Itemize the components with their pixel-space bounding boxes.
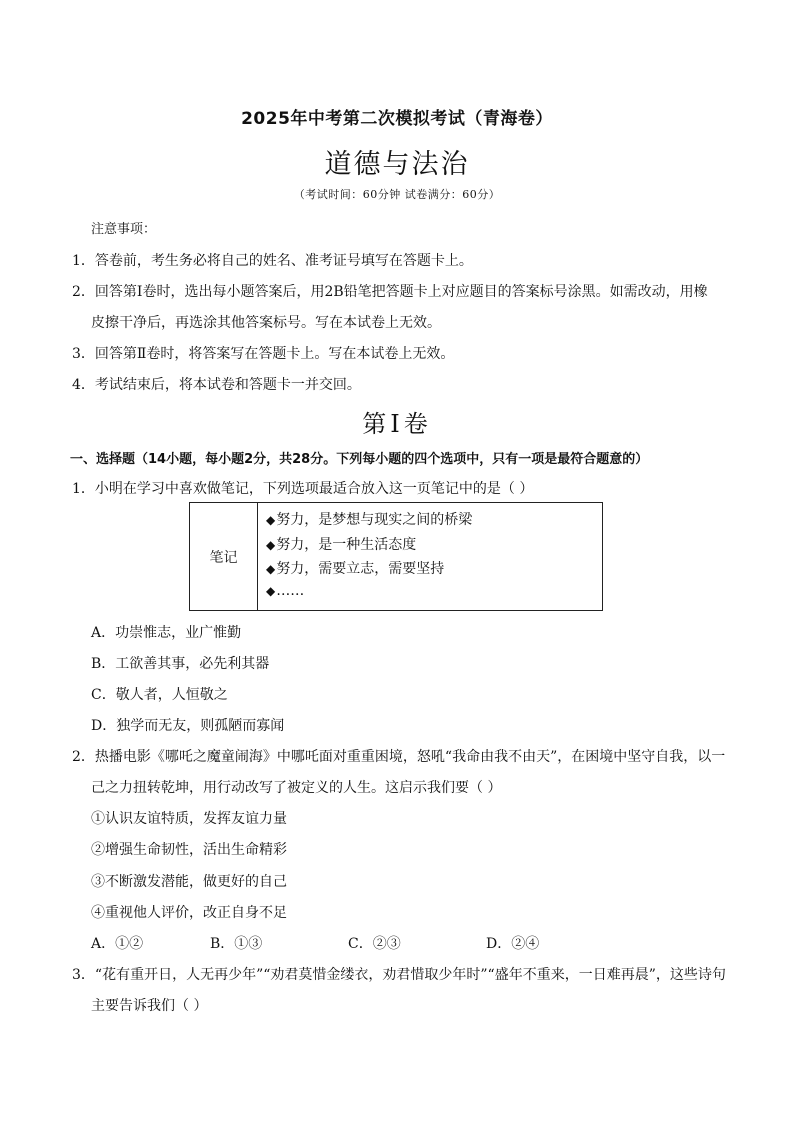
notice-item-2-continued: 皮擦干净后，再选涂其他答案标号。写在本试卷上无效。: [91, 315, 441, 331]
notes-table-content: [266, 509, 472, 607]
question-2-stem-continued: 己之力扭转乾坤，用行动改写了被定义的人生。这启示我们要（ ）: [91, 780, 502, 796]
question-text: “花有重开日，人无再少年”“劝君莫惜金缕衣，劝君惜取少年时”“盛年不重来，一日难再晨”，这些诗句: [94, 967, 726, 983]
notice-item-2: [72, 281, 708, 301]
notes-item: ◆努力，需要立志，需要坚持: [266, 561, 445, 577]
notice-item-1: [72, 250, 473, 270]
notes-item: ◆努力，是梦想与现实之间的桥梁: [266, 512, 473, 528]
notes-item: ◆……: [266, 582, 305, 599]
notice-label: 注意事项：: [91, 222, 157, 237]
question-1-option-d: D．独学而无友，则孤陋而寡闻: [91, 718, 285, 734]
question-number: 3．: [72, 967, 95, 983]
question-number: 2．: [72, 749, 95, 765]
part-title: 第Ⅰ卷: [362, 410, 432, 438]
question-text: 小明在学习中喜欢做笔记，下列选项最适合放入这一页笔记中的是（ ）: [94, 481, 534, 497]
question-1-option-c: C．敬人者，人恒敬之: [91, 687, 228, 703]
question-2-option-b: B．①③: [210, 936, 263, 952]
question-1-stem: [72, 478, 533, 498]
notes-table-label: 笔记: [190, 503, 258, 610]
notice-item-text: 答卷前，考生务必将自己的姓名、准考证号填写在答题卡上。: [94, 253, 473, 269]
question-2-option-d: D．②④: [486, 936, 540, 952]
diamond-bullet-icon: ◆: [266, 583, 276, 598]
notice-item-text: 回答第Ⅰ卷时，选出每小题答案后，用2B铅笔把答题卡上对应题目的答案标号涂黑。如需改动，用橡: [94, 284, 708, 300]
exam-title: 2025年中考第二次模拟考试（青海卷）: [241, 109, 553, 129]
question-2-option-a: A．①②: [91, 936, 144, 952]
question-2-stem: [72, 746, 725, 766]
notice-item-number: 3．: [72, 346, 95, 362]
diamond-bullet-icon: ◆: [266, 513, 276, 527]
notice-item-number: 1．: [72, 253, 95, 269]
question-number: 1．: [72, 481, 95, 497]
question-1-option-b: B．工欲善其事，必先利其器: [91, 656, 270, 672]
question-1-option-a: A．功崇惟志，业广惟勤: [91, 625, 242, 641]
notes-item: ◆努力，是一种生活态度: [266, 536, 417, 553]
question-2-option-c: C．②③: [348, 936, 401, 952]
notice-item-4: [72, 374, 361, 394]
notice-item-3: [72, 343, 454, 363]
question-3-stem: [72, 964, 726, 984]
notice-item-number: 2．: [72, 284, 95, 300]
question-2-statement-2: ②增强生命韧性，活出生命精彩: [91, 842, 287, 858]
question-3-stem-continued: 主要告诉我们（ ）: [91, 998, 208, 1014]
diamond-bullet-icon: ◆: [266, 537, 276, 552]
notice-item-text: 回答第Ⅱ卷时，将答案写在答题卡上。写在本试卷上无效。: [94, 346, 455, 362]
subject-title: 道德与法治: [324, 149, 470, 180]
section-heading: 一、选择题（14小题，每小题2分，共28分。下列每小题的四个选项中，只有一项是最符合题意的）: [70, 452, 649, 467]
question-2-statement-4: ④重视他人评价，改正自身不足: [91, 905, 287, 921]
diamond-bullet-icon: ◆: [266, 562, 276, 576]
exam-info: （考试时间：60分钟 试卷满分：60分）: [293, 188, 501, 201]
question-2-statement-1: ①认识友谊特质，发挥友谊力量: [91, 811, 287, 827]
question-2-statement-3: ③不断激发潜能，做更好的自己: [91, 874, 287, 890]
notice-item-text: 考试结束后，将本试卷和答题卡一并交回。: [94, 377, 361, 393]
notice-item-number: 4．: [72, 377, 95, 393]
notes-table: [189, 502, 603, 611]
question-text: 热播电影《哪吒之魔童闹海》中哪吒面对重重困境，怒吼“我命由我不由天”，在困境中坚守自我，以一: [94, 749, 726, 765]
